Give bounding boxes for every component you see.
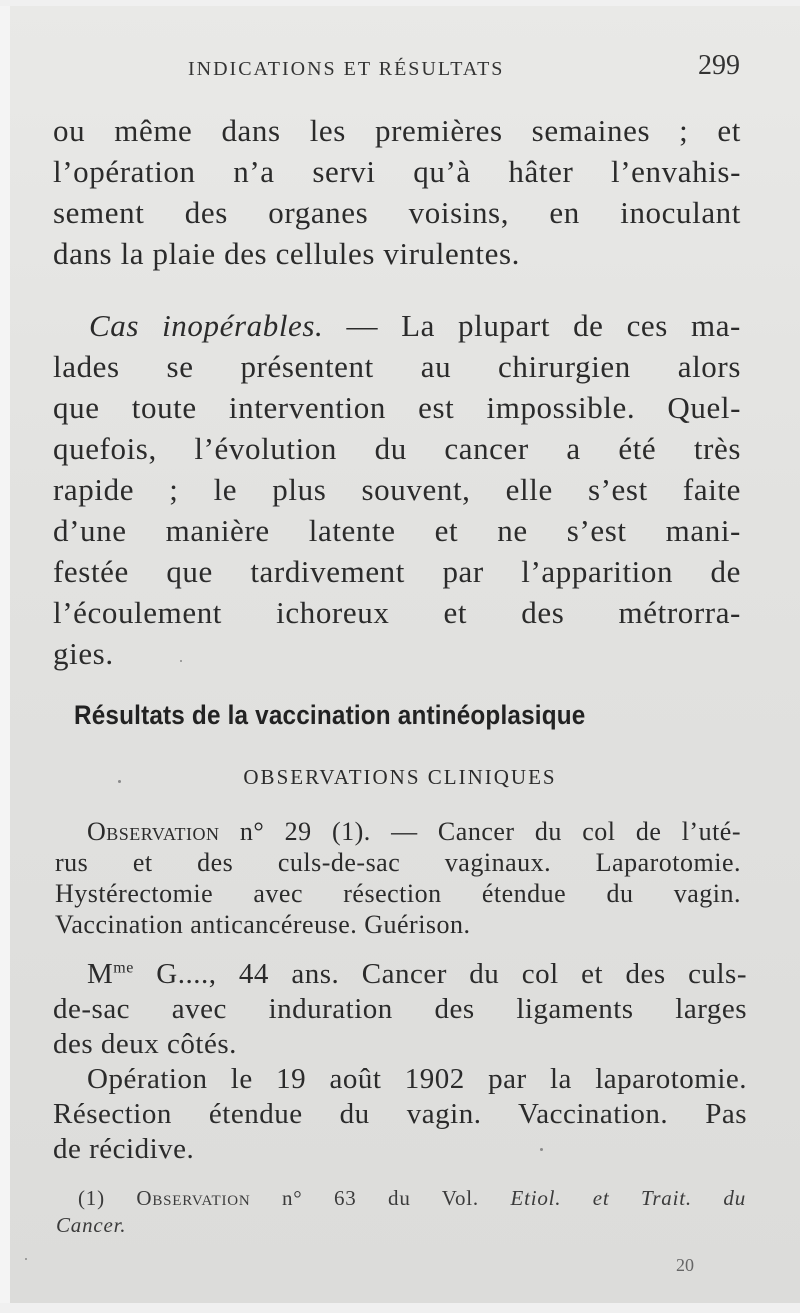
- text-line: dans la plaie des cellules virulentes.: [53, 236, 520, 271]
- text-line: [53, 957, 747, 992]
- text-line: ou même dans les premières semaines ; et: [53, 113, 741, 148]
- text-line: festée que tardivement par l’apparition de: [53, 554, 741, 589]
- printer-signature: 20: [676, 1255, 694, 1275]
- observation-label: Observation: [87, 817, 220, 846]
- text-line: Vaccination anticancéreuse. Guérison.: [55, 910, 471, 939]
- text-fragment: G...., 44 ans. Cancer du col et des culs-: [133, 958, 747, 990]
- text-line: de récidive.: [53, 1133, 195, 1165]
- page-bottom-margin: [0, 1303, 800, 1313]
- text-line: gies.: [53, 636, 114, 671]
- paragraph-heading: Cas inopérables.: [89, 308, 324, 343]
- honorific-superscript: me: [113, 959, 134, 977]
- observation-summary: [55, 816, 741, 940]
- honorific: M: [87, 958, 114, 990]
- section-title: Résultats de la vaccination antinéoplasique: [74, 700, 586, 730]
- page-top-margin: [0, 0, 800, 6]
- text-line: des deux côtés.: [53, 1028, 237, 1060]
- footnote-label: Observation: [136, 1186, 251, 1210]
- footnote: [56, 1185, 746, 1239]
- sub-title: OBSERVATIONS CLINIQUES: [243, 765, 557, 789]
- page-header: [56, 52, 740, 82]
- text-line: quefois, l’évolution du cancer a été très: [53, 431, 741, 466]
- observation-number: n° 29 (1).: [239, 817, 371, 846]
- case-description: [53, 957, 747, 1062]
- paragraph-inoperable-cases: [53, 305, 741, 674]
- page-left-margin: [0, 0, 10, 1313]
- text-line: [55, 816, 741, 847]
- text-line: l’écoulement ichoreux et des métrorra-: [53, 595, 741, 630]
- paragraph-continuation: [53, 110, 741, 274]
- text-fragment: n° 63 du Vol.: [250, 1186, 511, 1210]
- paper-speck: [540, 1148, 543, 1151]
- text-line: que toute intervention est impossible. Quel-: [53, 390, 741, 425]
- text-line: d’une manière latente et ne s’est mani-: [53, 513, 741, 548]
- text-line: rus et des culs-de-sac vaginaux. Laparotomie.: [55, 848, 741, 877]
- text-line: lades se présentent au chirurgien alors: [53, 349, 741, 384]
- text-line: Cancer.: [56, 1213, 127, 1237]
- text-line: [56, 1185, 746, 1212]
- paper-speck: [25, 1258, 27, 1260]
- page-number: 299: [698, 50, 740, 81]
- case-operation: [53, 1062, 747, 1167]
- text-line: Opération le 19 août 1902 par la laparotomie.: [87, 1063, 747, 1095]
- text-fragment: — La plupart de ces ma-: [323, 308, 741, 343]
- text-line: l’opération n’a servi qu’à hâter l’envahis-: [53, 154, 741, 189]
- running-title: INDICATIONS ET RÉSULTATS: [188, 58, 505, 80]
- paper-speck: [180, 660, 182, 662]
- text-line: de-sac avec induration des ligaments larges: [53, 993, 747, 1025]
- text-line: sement des organes voisins, en inoculant: [53, 195, 741, 230]
- footnote-marker: (1): [78, 1186, 137, 1210]
- text-line: Hystérectomie avec résection étendue du vagin.: [55, 879, 741, 908]
- text-line: rapide ; le plus souvent, elle s’est faite: [53, 472, 741, 507]
- text-line: Résection étendue du vagin. Vaccination. Pas: [53, 1098, 747, 1130]
- paper-speck: [118, 780, 121, 783]
- text-fragment: — Cancer du col de l’uté-: [370, 817, 742, 846]
- footnote-title: Etiol. et Trait. du: [510, 1186, 746, 1210]
- text-line: [53, 305, 741, 346]
